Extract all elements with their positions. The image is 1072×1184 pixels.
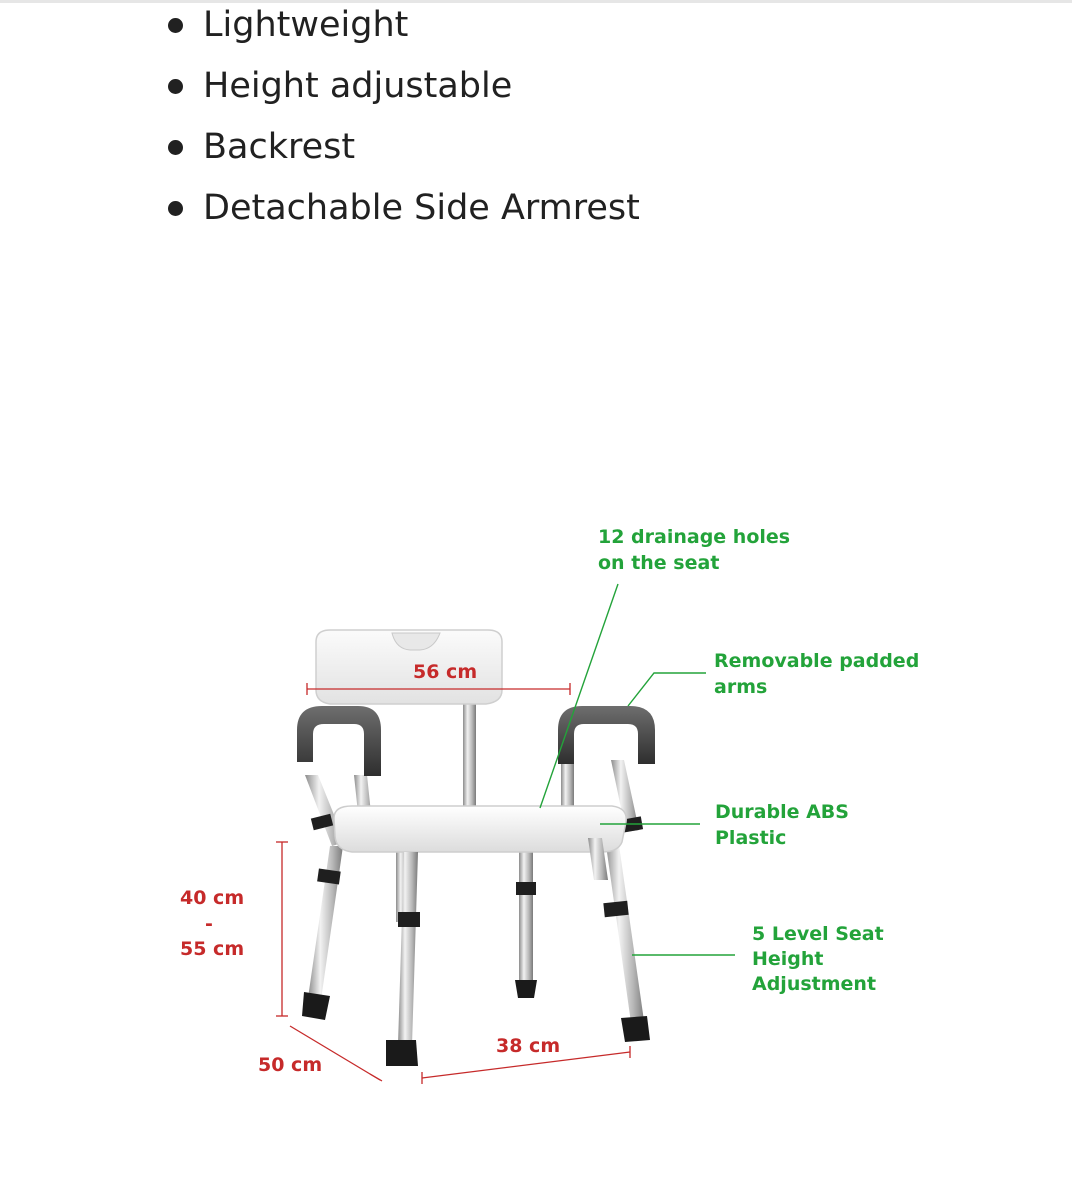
height-separator: - [205,913,213,935]
seat [334,806,626,852]
width-label: 56 cm [413,661,478,683]
leg-clip [516,882,536,895]
arms-callout-line2: arms [714,676,768,698]
drainage-leader [540,584,618,808]
leg-clip [603,901,628,917]
rubber-foot [621,1016,650,1042]
arms-callout-line1: Removable padded [714,650,920,672]
rubber-foot [386,1040,418,1066]
arms-leader [628,673,706,706]
drainage-callout-line1: 12 drainage holes [598,526,791,548]
seat-width-label: 38 cm [496,1035,561,1057]
leg-clip [398,912,420,927]
feature-text: Detachable Side Armrest [203,188,640,228]
chair-leg [308,846,343,1000]
depth-label: 50 cm [258,1054,323,1076]
height-adjust-callout-line3: Adjustment [752,973,877,995]
feature-text: Height adjustable [203,66,513,106]
drainage-callout-line2: on the seat [598,552,720,574]
rubber-foot [302,992,330,1020]
feature-text: Lightweight [203,5,409,45]
height-min-label: 40 cm [180,887,245,909]
plastic-callout-line2: Plastic [715,827,787,849]
backrest-post [463,696,476,812]
dimension-tick [370,1074,382,1081]
height-max-label: 55 cm [180,938,245,960]
feature-text: Backrest [203,127,356,167]
height-adjust-callout-line1: 5 Level Seat [752,923,884,945]
chair-leg [605,838,645,1030]
rubber-foot [515,980,537,998]
left-armrest-pad [297,706,381,776]
chair-image [297,630,655,1066]
chair-leg [519,836,533,988]
height-adjust-callout-line2: Height [752,948,824,970]
plastic-callout-line1: Durable ABS [715,801,849,823]
